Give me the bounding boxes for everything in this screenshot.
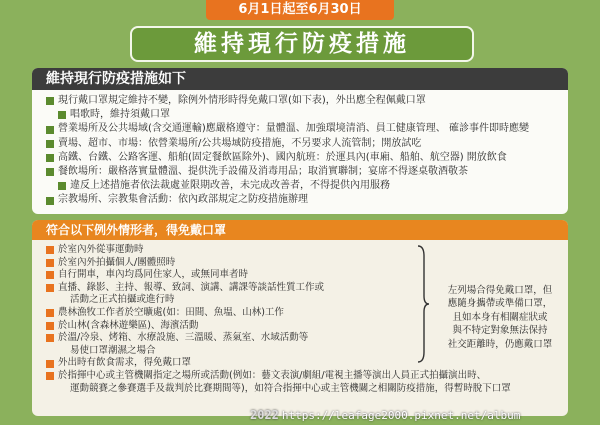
bullet-square-icon bbox=[46, 284, 54, 292]
bullet-square-icon bbox=[46, 168, 54, 176]
list-item-text: 高鐵、台鐵、公路客運、船舶(固定餐飲區除外)、國內航班：於運具內(車廂、船舶、航空器) 開放飲食 bbox=[58, 151, 507, 163]
note-line: 且如本身有相關症狀或 bbox=[452, 311, 548, 323]
list-item-text: 餐飲場所：嚴格落實量體溫、提供洗手設備及消毒用品；取消實聯制；宴席不得逐桌敬酒敬茶 bbox=[58, 166, 468, 178]
list-item bbox=[46, 122, 558, 136]
watermark bbox=[250, 405, 600, 425]
list-item bbox=[46, 137, 558, 151]
bullet-square-icon bbox=[46, 154, 54, 162]
list-item-text: 唱歌時，維持須戴口罩 bbox=[70, 109, 170, 121]
list-item bbox=[46, 193, 558, 207]
bullet-square-icon bbox=[46, 259, 54, 267]
list-item-text: 運動競賽之參賽選手及裁判於比賽期間等)，如符合指揮中心或主管機關之相關防疫措施，得暫時脫下口罩 bbox=[70, 382, 511, 394]
list-item-text: 宗教場所、宗教集會活動：依內政部規定之防疫措施辦理 bbox=[58, 194, 308, 206]
list-item bbox=[46, 94, 558, 108]
bullet-square-icon bbox=[46, 334, 54, 342]
mask-exemption-heading: 符合以下例外情形者，得免戴口罩 bbox=[32, 220, 568, 240]
list-item-text: 於指揮中心或主管機關指定之場所或活動(例如：藝文表演/劇組/電視主播等演出人員正式拍攝演出時、 bbox=[58, 369, 487, 381]
note-line: 左列場合得免戴口罩，但 bbox=[447, 285, 553, 296]
list-item bbox=[46, 269, 560, 282]
bullet-square-icon bbox=[58, 111, 66, 119]
bullet-square-icon bbox=[46, 197, 54, 205]
list-item-text: 活動之正式拍攝或進行時 bbox=[70, 294, 175, 306]
brace-icon bbox=[416, 244, 430, 364]
list-item bbox=[46, 179, 558, 193]
bullet-square-icon bbox=[46, 322, 54, 330]
note-line: 社交距離時，仍應戴口罩 bbox=[447, 338, 553, 350]
list-item bbox=[46, 357, 560, 370]
bullet-square-icon bbox=[46, 246, 54, 254]
mask-exemption-note bbox=[438, 284, 562, 351]
list-item-text: 賣場、超市、市場：依營業場所/公共場域防疫措施，不另要求人流管制；開放試吃 bbox=[58, 137, 422, 149]
list-item-text: 於室內外拍攝個人/團體照時 bbox=[58, 256, 176, 268]
list-item-text: 於室內外從事運動時 bbox=[58, 244, 144, 255]
mask-exemption-body bbox=[32, 240, 568, 416]
current-measures-card bbox=[32, 68, 568, 214]
current-measures-list bbox=[32, 90, 568, 208]
list-item-text: 外出時有飲食需求，得免戴口罩 bbox=[58, 357, 192, 369]
page-title: 維持現行防疫措施 bbox=[130, 26, 474, 62]
list-item bbox=[46, 244, 560, 257]
list-item-text: 自行開車，車內均爲同住家人，或無同車者時 bbox=[58, 269, 249, 281]
list-item-text: 於溫/冷泉、烤箱、水療設施、三溫暖、蒸氣室、水域活動等 bbox=[58, 332, 309, 344]
bullet-square-icon bbox=[46, 309, 54, 317]
list-item bbox=[46, 257, 560, 270]
bullet-square-icon bbox=[46, 126, 54, 134]
list-item-text: 直播、錄影、主持、報導、致詞、演講、講課等談話性質工作或 bbox=[58, 281, 325, 293]
list-item-text: 違反上述措施者依法裁處並限期改善，未完成改善者，不得提供內用服務 bbox=[70, 180, 390, 192]
list-item bbox=[46, 108, 558, 122]
bullet-square-icon bbox=[46, 140, 54, 148]
bullet-square-icon bbox=[58, 182, 66, 190]
list-item bbox=[46, 370, 560, 383]
watermark-url: https://leafage2000.pixnet.net/album bbox=[281, 409, 521, 422]
current-measures-heading: 維持現行防疫措施如下 bbox=[32, 68, 568, 90]
bullet-square-icon bbox=[46, 372, 54, 380]
list-item-text: 於山林(含森林遊樂區)、海濱活動 bbox=[58, 319, 199, 331]
date-range-banner: 6月1日起至6月30日 bbox=[206, 0, 394, 20]
watermark-year: 2022 bbox=[250, 408, 279, 422]
bullet-square-icon bbox=[46, 360, 54, 368]
list-item-text: 易使口罩潮濕之場合 bbox=[70, 344, 156, 356]
bullet-square-icon bbox=[46, 97, 54, 105]
list-item bbox=[46, 165, 558, 179]
list-item-text: 營業場所及公共場域(含交通運輸)應嚴格遵守：量體溫、加強環境清消、員工健康管理、 確診事件即時應變 bbox=[58, 123, 529, 135]
list-item-text: 農林漁牧工作者於空曠處(如：田間、魚塭、山林)工作 bbox=[58, 306, 284, 318]
note-line: 應隨身攜帶或準備口罩， bbox=[447, 298, 553, 310]
mask-exemption-card bbox=[32, 220, 568, 416]
note-line: 與不特定對象無法保持 bbox=[452, 325, 548, 337]
bullet-square-icon bbox=[46, 271, 54, 279]
list-item bbox=[46, 383, 560, 396]
list-item bbox=[46, 151, 558, 165]
list-item-text: 現行戴口罩規定維持不變，除例外情形時得免戴口罩(如下表)，外出應全程佩戴口罩 bbox=[58, 95, 426, 106]
